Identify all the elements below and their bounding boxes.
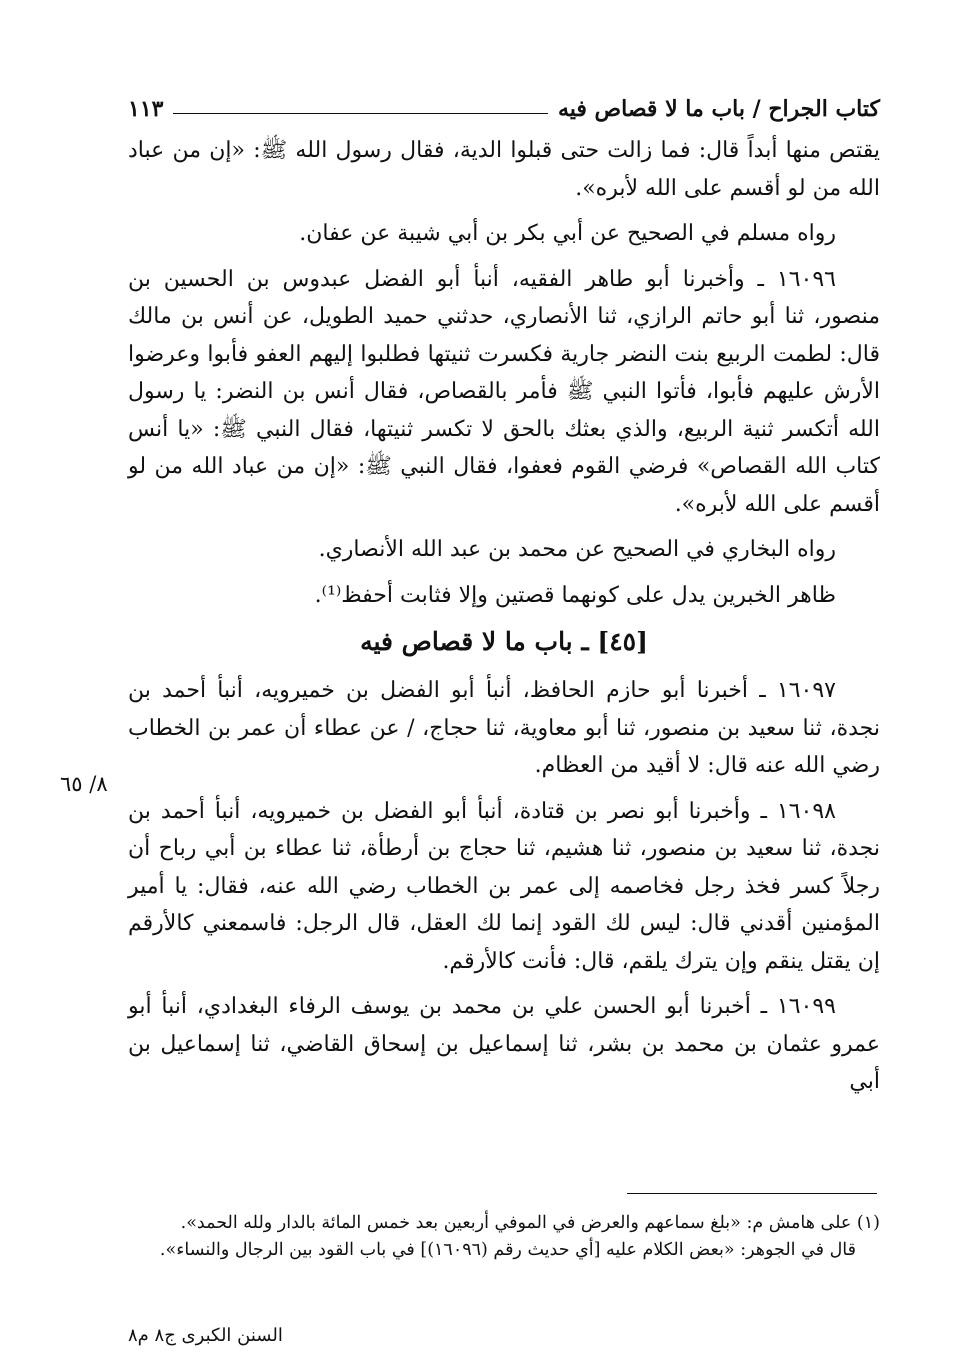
paragraph: يقتص منها أبداً قال: فما زالت حتى قبلوا الدية، فقال رسول الله ﷺ: «إن من عباد الله من لو أقسم على الله لأبره». bbox=[128, 138, 880, 201]
footnote: (١) على هامش م: «بلغ سماعهم والعرض في الموفي أربعين بعد خمس المائة بالدار ولله الحمد». bbox=[180, 1213, 880, 1233]
header-rule bbox=[173, 113, 547, 114]
footnote: قال في الجوهر: «بعض الكلام عليه [أي حديث رقم (١٦٠٩٦)] في باب القود بين الرجال والنساء». bbox=[159, 1240, 856, 1260]
footnote-separator bbox=[627, 1193, 877, 1194]
hadith-16099: ١٦٠٩٩ ـ أخبرنا أبو الحسن علي بن محمد بن يوسف الرفاء البغدادي، أنبأ أبو عمرو عثمان بن محمد بن بشر، ثنا إسماعيل بن إسحاق القاضي، ثنا إسماعيل بن أبي bbox=[128, 994, 880, 1094]
paragraph-citation: رواه البخاري في الصحيح عن محمد بن عبد الله الأنصاري. bbox=[318, 537, 836, 562]
footnotes bbox=[128, 1210, 880, 1264]
running-title: كتاب الجراح / باب ما لا قصاص فيه bbox=[557, 96, 880, 122]
hadith-16096: ١٦٠٩٦ ـ وأخبرنا أبو طاهر الفقيه، أنبأ أبو الفضل عبدوس بن الحسين بن منصور، ثنا أبو حاتم الرازي، ثنا الأنصاري، حدثني حميد الطويل، عن أنس بن مالك قال: لطمت الربيع بنت النضر جارية فكسرت ثنيتها فطلبوا إليهم العفو فأبوا وعرضوا الأرش عليهم فأبوا، فأتوا النبي ﷺ فأمر بالقصاص، فقال أنس بن النضر: يا رسول الله أتكسر ثنية الربيع، والذي بعثك بالحق لا تكسر ثنيتها، فقال النبي ﷺ: «يا أنس كتاب الله القصاص» فرضي القوم فعفوا، فقال النبي ﷺ: «إن من عباد الله من لو أقسم على الله لأبره». bbox=[128, 266, 880, 517]
hadith-16097: ١٦٠٩٧ ـ أخبرنا أبو حازم الحافظ، أنبأ أبو الفضل بن خميرويه، أنبأ أحمد بن نجدة، ثنا سعيد بن منصور، ثنا أبو معاوية، ثنا حجاج، / عن عطاء أن عمر بن الخطاب رضي الله عنه قال: لا أقيد من العظام. bbox=[128, 678, 880, 778]
paragraph-note: ظاهر الخبرين يدل على كونهما قصتين وإلا فثابت أحفظ⁽¹⁾. bbox=[314, 582, 836, 608]
main-text bbox=[128, 132, 880, 1109]
hadith-16098: ١٦٠٩٨ ـ وأخبرنا أبو نصر بن قتادة، أنبأ أبو الفضل بن خميرويه، أنبأ أحمد بن نجدة، ثنا سعيد بن منصور، ثنا هشيم، ثنا حجاج بن أرطأة، ثنا عطاء بن أبي رباح أن رجلاً كسر فخذ رجل فخاصمه إلى عمر بن الخطاب رضي الله عنه، فقال: يا أمير المؤمنين أقدني قال: ليس لك القود إنما لك العقل، قال الرجل: فاسمعني كالأرقم إن يقتل ينقم وإن يترك يلقم، قال: فأنت كالأرقم. bbox=[128, 798, 880, 974]
margin-page-reference: ٨/ ٦٥ bbox=[60, 772, 108, 796]
paragraph-citation: رواه مسلم في الصحيح عن أبي بكر بن أبي شيبة عن عفان. bbox=[299, 221, 836, 246]
signature-mark: السنن الكبرى ج٨ م٨ bbox=[128, 1325, 283, 1346]
page-header bbox=[128, 86, 880, 122]
page-number: ١١٣ bbox=[128, 96, 164, 122]
section-heading: [٤٥] ـ باب ما لا قصاص فيه bbox=[360, 627, 648, 656]
